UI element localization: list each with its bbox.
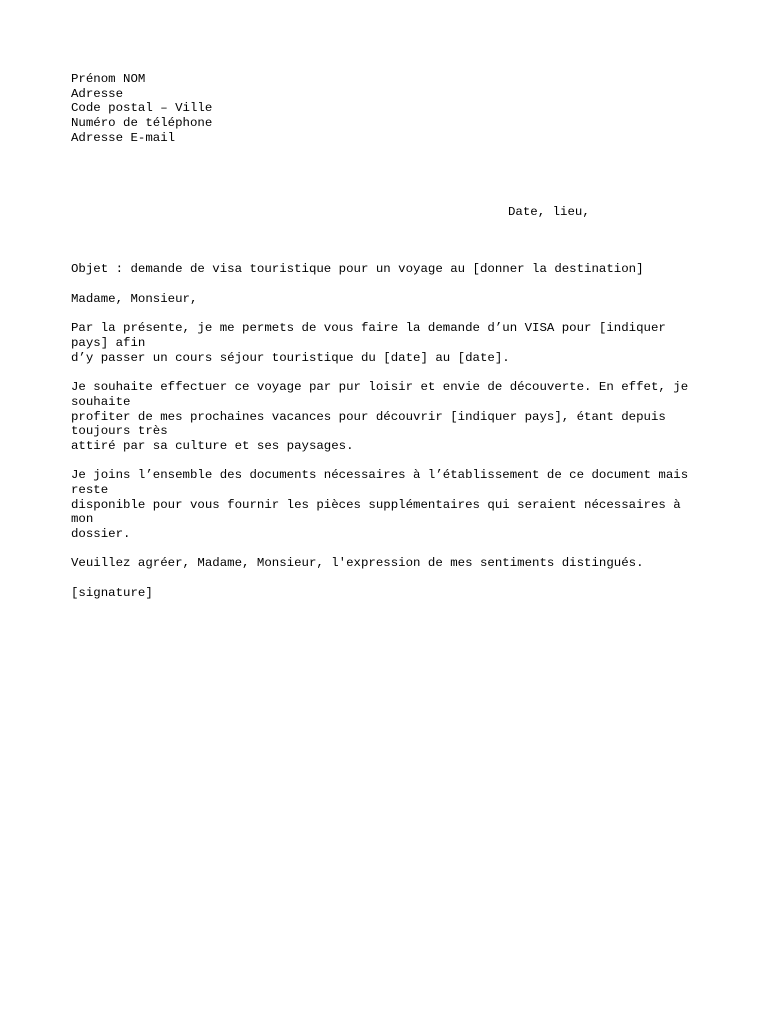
letter-body (71, 292, 701, 615)
paragraph-line: reste (71, 482, 109, 497)
paragraph-line: toujours très (71, 424, 168, 439)
paragraph-line: mon (71, 512, 94, 527)
closing-paragraph (71, 556, 701, 571)
date-place: Date, lieu, (508, 205, 590, 219)
paragraph-documents (71, 468, 701, 541)
signature-placeholder: [signature] (71, 585, 153, 600)
paragraph-line: Par la présente, je me permets de vous faire la demande d’un VISA pour [indiquer (71, 321, 666, 336)
paragraph-request (71, 321, 701, 365)
closing-formula: Veuillez agréer, Madame, Monsieur, l'expression de mes sentiments distingués. (71, 556, 644, 571)
paragraph-line: pays] afin (71, 336, 146, 351)
paragraph-line: d’y passer un cours séjour touristique du [date] au [date]. (71, 350, 510, 365)
paragraph-line: dossier. (71, 527, 131, 541)
sender-postal-city: Code postal – Ville (71, 101, 213, 116)
salutation-paragraph (71, 292, 701, 307)
salutation: Madame, Monsieur, (71, 292, 198, 306)
paragraph-line: profiter de mes prochaines vacances pour découvrir [indiquer pays], étant depuis (71, 409, 666, 424)
paragraph-line: attiré par sa culture et ses paysages. (71, 438, 354, 453)
signature-paragraph (71, 586, 701, 601)
sender-name: Prénom NOM (71, 72, 146, 86)
sender-address: Adresse (71, 86, 124, 101)
sender-email: Adresse E-mail (71, 130, 176, 145)
subject-line: Objet : demande de visa touristique pour un voyage au [donner la destination] (71, 262, 644, 276)
paragraph-line: souhaite (71, 394, 131, 409)
paragraph-line: Je joins l’ensemble des documents nécessaires à l’établissement de ce document mais (71, 468, 689, 483)
paragraph-line: disponible pour vous fournir les pièces supplémentaires qui seraient nécessaires à (71, 497, 681, 512)
sender-phone: Numéro de téléphone (71, 116, 213, 131)
paragraph-line: Je souhaite effectuer ce voyage par pur loisir et envie de découverte. En effet, je (71, 380, 689, 395)
letter-page (71, 72, 701, 600)
sender-block (71, 72, 701, 145)
paragraph-motivation (71, 380, 701, 453)
